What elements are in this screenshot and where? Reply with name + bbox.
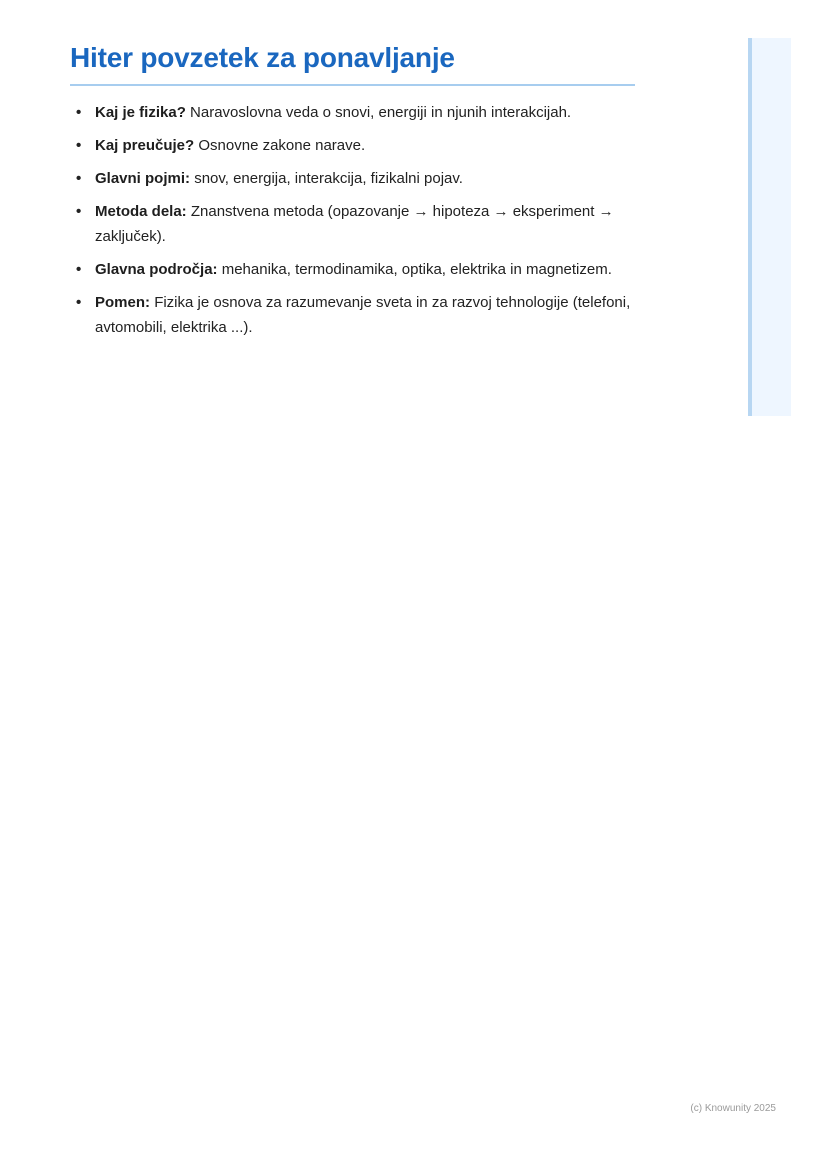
item-text: mehanika, termodinamika, optika, elektrika in magnetizem. <box>221 261 612 278</box>
page-title: Hiter povzetek za ponavljanje <box>70 42 455 73</box>
bullet-icon: • <box>76 294 82 311</box>
item-term: Pomen: <box>95 294 151 311</box>
title-underline <box>70 84 635 86</box>
item-term: Glavna področja: <box>95 261 218 278</box>
bullet-icon: • <box>76 170 82 187</box>
item-term: Kaj je fizika? <box>95 104 186 121</box>
list-item <box>70 100 635 125</box>
bullet-icon: • <box>76 104 82 121</box>
item-term: Glavni pojmi: <box>95 170 191 187</box>
footer-copyright: (c) Knowunity 2025 <box>690 1103 776 1114</box>
list-item <box>70 166 635 191</box>
list-item <box>70 257 635 282</box>
bullet-icon: • <box>76 261 82 278</box>
item-text: Osnovne zakone narave. <box>198 137 366 154</box>
main-content <box>70 38 635 348</box>
list-item <box>70 199 635 249</box>
item-text: Fizika je osnova za razumevanje sveta in za razvoj tehnologije (telefoni, avtomobili, elektrika ...). <box>95 294 631 336</box>
item-text: Naravoslovna veda o snovi, energiji in njunih interakcijah. <box>190 104 572 121</box>
summary-list <box>70 100 635 340</box>
item-term: Metoda dela: <box>95 203 187 220</box>
bullet-icon: • <box>76 137 82 154</box>
item-text: Znanstvena metoda (opazovanje → hipoteza → eksperiment → zaključek). <box>95 203 614 245</box>
list-item <box>70 290 635 340</box>
item-text: snov, energija, interakcija, fizikalni pojav. <box>194 170 463 187</box>
bullet-icon: • <box>76 203 82 220</box>
list-item <box>70 133 635 158</box>
item-term: Kaj preučuje? <box>95 137 195 154</box>
sidebar-panel <box>748 38 791 416</box>
